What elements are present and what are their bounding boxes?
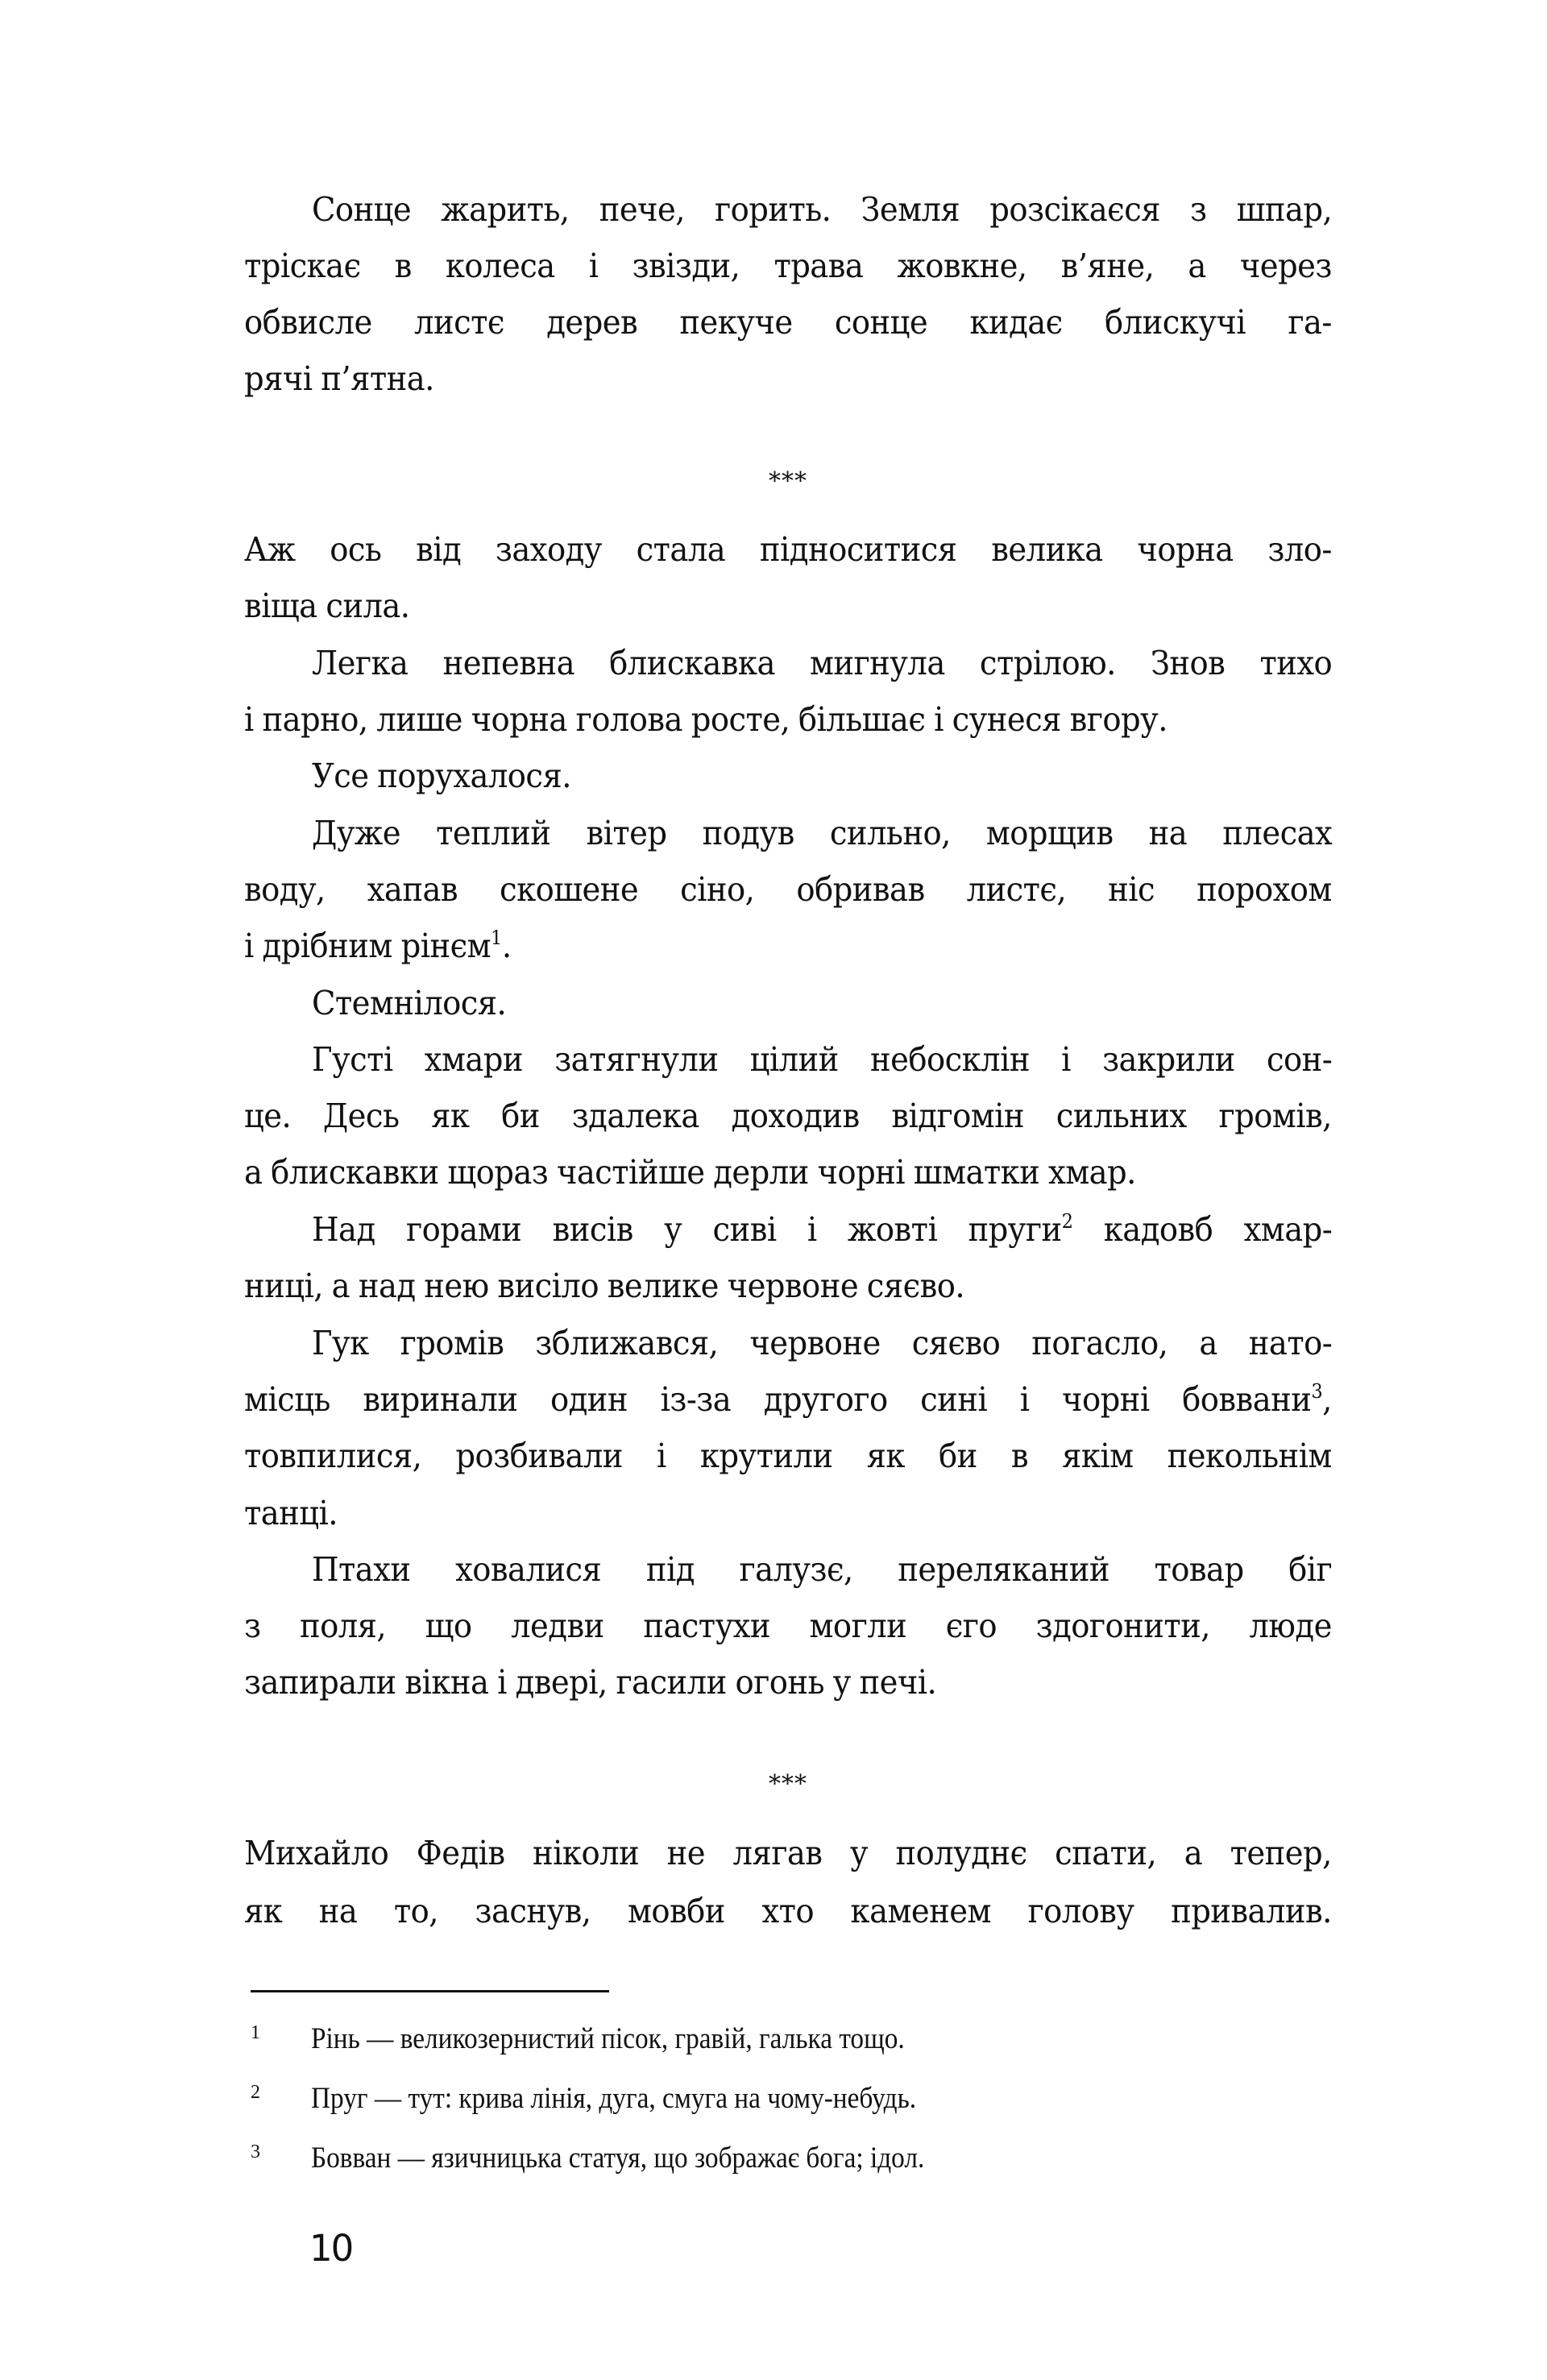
text-line: з поля, що ледви пастухи могли єго здогонити, люде bbox=[244, 1607, 1332, 1645]
text-line: танці. bbox=[244, 1494, 338, 1532]
text-line bbox=[312, 1205, 1332, 1254]
text-line: Легка непевна блискавка мигнула стрілою. Знов тихо bbox=[312, 644, 1333, 682]
text-line: Птахи ховалися під галузє, переляканий товар біг bbox=[312, 1550, 1333, 1589]
text-line: Сонце жарить, пече, горить. Земля розсікаєся з шпар, bbox=[312, 190, 1333, 229]
text-line: рячі п’ятна. bbox=[244, 359, 434, 398]
text-line: віща сила. bbox=[244, 587, 410, 625]
text-line bbox=[244, 1375, 1332, 1424]
text-span: кадовб хмар- bbox=[1072, 1210, 1333, 1249]
text-line: тріскає в колеса і звізди, трава жовкне, в’яне, а через bbox=[244, 247, 1332, 285]
footnote-number: 2 bbox=[251, 2082, 260, 2103]
footnote-number: 1 bbox=[251, 2022, 260, 2043]
text-line: Гук громів зближався, червоне сяєво погасло, а нато- bbox=[312, 1324, 1333, 1362]
footnote-divider bbox=[251, 1990, 609, 1992]
text-span: . bbox=[501, 927, 512, 965]
footnote-text: Пруг — тут: крива лінія, дуга, смуга на чому-небудь. bbox=[311, 2082, 917, 2115]
text-line: як на то, заснув, мовби хто каменем голову привалив. bbox=[244, 1892, 1332, 1930]
footnote-ref-1[interactable]: 1 bbox=[491, 927, 502, 949]
text-line: Стемнілося. bbox=[312, 984, 507, 1022]
text-line: Аж ось від заходу стала підноситися велика чорна зло- bbox=[244, 530, 1332, 569]
footnote-ref-3[interactable]: 3 bbox=[1311, 1380, 1323, 1403]
footnote-text: Бовван — язичницька статуя, що зображає бога; ідол. bbox=[311, 2142, 925, 2175]
text-span: , bbox=[1322, 1380, 1332, 1419]
footnote-number: 3 bbox=[251, 2142, 260, 2162]
text-line: Густі хмари затягнули цілий небосклін і закрили сон- bbox=[312, 1040, 1333, 1079]
text-line: запирали вікна і двері, гасили огонь у печі. bbox=[244, 1663, 937, 1702]
footnote-text: Рінь — великозернистий пісок, гравій, галька тощо. bbox=[311, 2022, 905, 2055]
text-line: товпилися, розбивали і крутили як би в якім пекольнім bbox=[244, 1437, 1332, 1475]
text-span: місць виринали один із-за другого сині і чорні боввани bbox=[244, 1380, 1312, 1419]
section-separator: *** bbox=[769, 467, 807, 495]
text-line: Усе порухалося. bbox=[312, 757, 571, 795]
text-line: Дуже теплий вітер подув сильно, морщив на плесах bbox=[312, 814, 1333, 852]
text-line: і парно, лише чорна голова росте, більшає і сунеся вгору. bbox=[244, 700, 1168, 739]
text-span: і дрібним рінєм bbox=[244, 927, 491, 965]
text-line: це. Десь як би здалека доходив відгомін сильних громів, bbox=[244, 1097, 1332, 1135]
text-line: ниці, а над нею висіло велике червоне сяєво. bbox=[244, 1267, 965, 1305]
page-number: 10 bbox=[309, 2227, 353, 2270]
text-line: обвисле листє дерев пекуче сонце кидає блискучі га- bbox=[244, 303, 1332, 342]
text-span: Над горами висів у сиві і жовті пруги bbox=[312, 1210, 1062, 1249]
text-line bbox=[244, 922, 512, 970]
footnote-ref-2[interactable]: 2 bbox=[1061, 1210, 1073, 1233]
text-line: а блискавки щораз частійше дерли чорні шматки хмар. bbox=[244, 1153, 1136, 1192]
text-line: Михайло Федів ніколи не лягав у полуднє спати, а тепер, bbox=[244, 1834, 1332, 1872]
text-line: воду, хапав скошене сіно, обривав листє, ніс порохом bbox=[244, 870, 1332, 909]
section-separator: *** bbox=[769, 1770, 807, 1798]
